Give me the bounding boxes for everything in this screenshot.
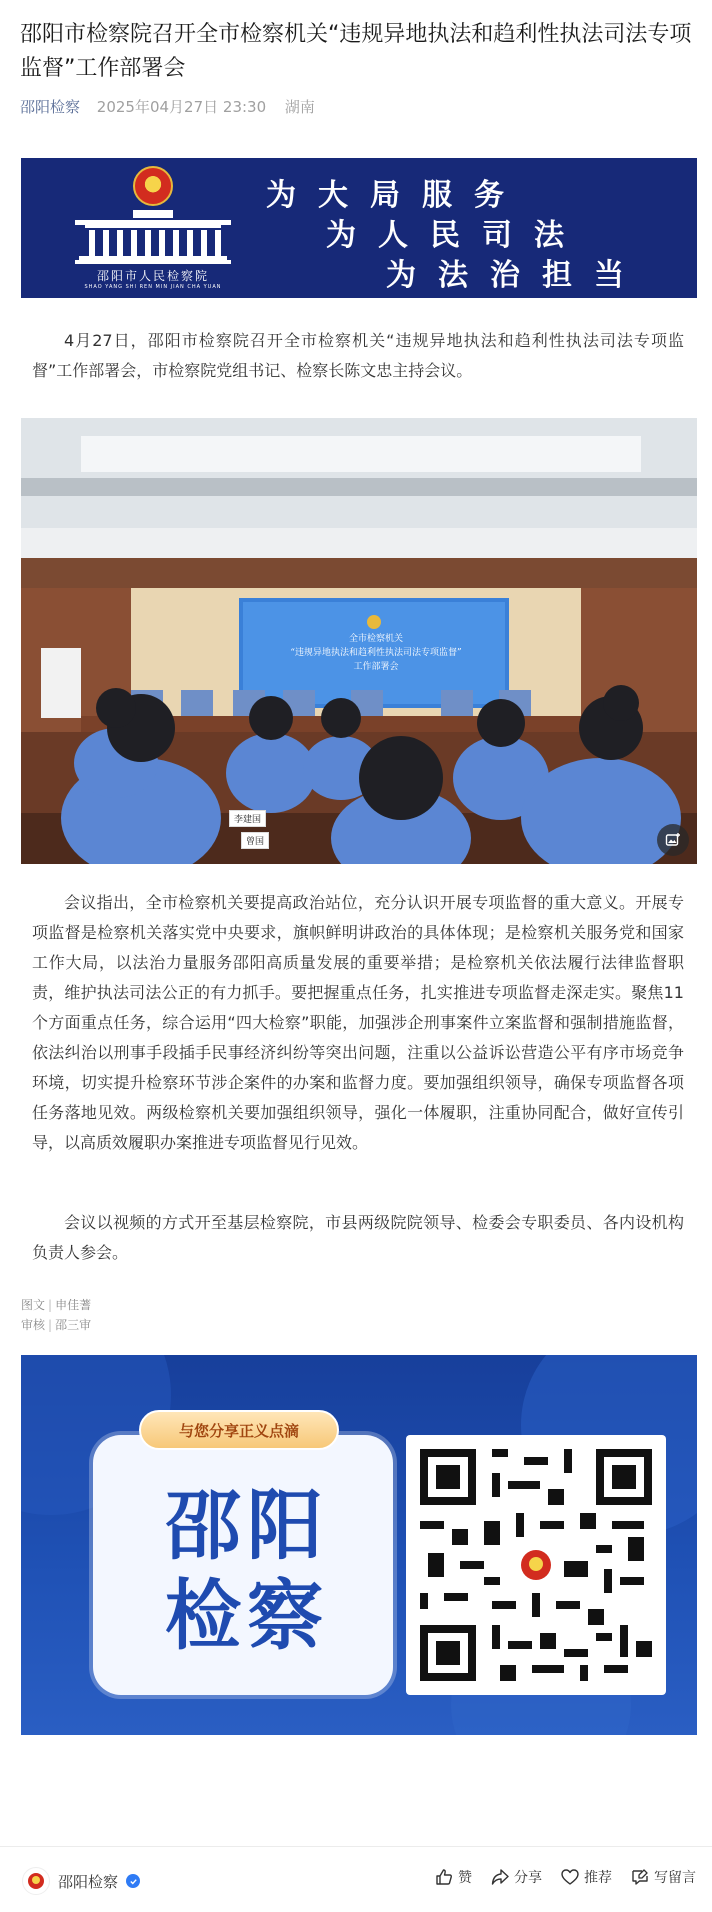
heart-icon [560,1867,580,1887]
comment-label: 写留言 [654,1870,696,1886]
procuratorate-emblem-icon [133,166,173,206]
paragraph-main: 会议指出，全市检察机关要提高政治站位，充分认识开展专项监督的重大意义。开展专项监督是检察机关落实党中央要求，旗帜鲜明讲政治的具体体现；是检察机关服务党和国家工作大局，以法治力量服务邵阳高质量发展的重要举措；是检察机关依法履行法律监督职责，维护执法司法公正的有力抓手。要把握重点任务，扎实推进专项监督走深走实。聚焦11个方面重点任务，综合运用“四大检察”职能，加强涉企刑事案件立案监督和强制措施监督，依法纠治以刑事手段插手民事经济纠纷等突出问题，注重以公益诉讼营造公平有序市场竞争环境，切实提升检察环节涉企案件的办案和监督力度。要加强组织领导，确保专项监督各项任务落地见效。两级检察机关要加强组织领导，强化一体履职，注重协同配合，做好宣传引导，以高质效履职办案推进专项监督见行见效。 [32,893,684,1152]
recommend-button[interactable] [560,1867,612,1887]
qr-code[interactable] [406,1435,666,1695]
publish-location: 湖南 [284,98,315,116]
building-icon [75,210,231,264]
article-title: 邵阳市检察院召开全市检察机关“违规异地执法和趋利性执法司法专项监督”工作部署会 [20,22,692,81]
recommend-label: 推荐 [584,1870,612,1886]
thumbs-up-icon [434,1867,454,1887]
meeting-photo[interactable] [21,418,697,864]
account-link[interactable]: 邵阳检察 [20,98,81,116]
paragraph-closing: 会议以视频的方式开至基层检察院，市县两级院院领导、检委会专职委员、各内设机构负责人参会。 [32,1213,684,1262]
image-edit-icon [665,832,681,848]
court-pinyin: SHAO YANG SHI REN MIN JIAN CHA YUAN [84,284,222,290]
credit-photo-author: 申佳蓍 [55,1298,92,1312]
like-label: 赞 [458,1870,472,1886]
promo-tagline: 与您分享正义点滴 [139,1410,339,1450]
promo-title-line-1: 邵阳 [165,1481,329,1570]
avatar[interactable] [22,1867,50,1895]
slogan-line-2: 为人民司法 [326,218,586,253]
share-icon [490,1867,510,1887]
slogan-line-3: 为法治担当 [386,258,646,293]
verified-badge-icon [126,1874,140,1888]
share-button[interactable] [490,1867,542,1887]
article-meta [20,96,315,117]
paragraph-intro: 4月27日，邵阳市检察院召开全市检察机关“违规异地执法和趋利性执法司法专项监督”工作部署会，市检察院党组书记、检察长陈文忠主持会议。 [32,331,684,380]
credit-photo: 图文 | 申佳蓍 [21,1298,92,1312]
action-group [434,1867,696,1887]
nameplate: 李建国 [229,810,266,827]
credit-review: 审核 | 邵三审 [21,1318,92,1332]
promo-title-line-2: 检察 [165,1571,329,1660]
publish-time: 2025年04月27日 23:30 [96,98,267,116]
share-label: 分享 [514,1870,542,1886]
screen-line-3: 工作部署会 [353,662,399,672]
comment-button[interactable] [630,1867,696,1887]
screen-text [261,632,491,674]
account-avatar-icon [26,1871,46,1891]
edit-image-button[interactable] [657,824,689,856]
like-button[interactable] [434,1867,472,1887]
comment-edit-icon [630,1867,650,1887]
credit-photo-label: 图文 [21,1298,46,1312]
screen-line-1: 全市检察机关 [348,634,403,644]
nameplate: 曾国 [241,832,269,849]
screen-line-2: “违规异地执法和趋利性执法司法专项监督” [290,648,462,658]
slogan-line-1: 为大局服务 [266,178,526,213]
header-banner [21,158,697,298]
bottom-toolbar [0,1846,712,1912]
court-name: 邵阳市人民检察院 [96,269,209,283]
promo-banner [21,1355,697,1735]
account-info[interactable] [22,1867,140,1895]
credit-review-author: 邵三审 [55,1318,92,1332]
credit-review-label: 审核 [21,1318,46,1332]
account-name[interactable]: 邵阳检察 [58,1872,119,1891]
account-logo-icon [514,1543,558,1587]
